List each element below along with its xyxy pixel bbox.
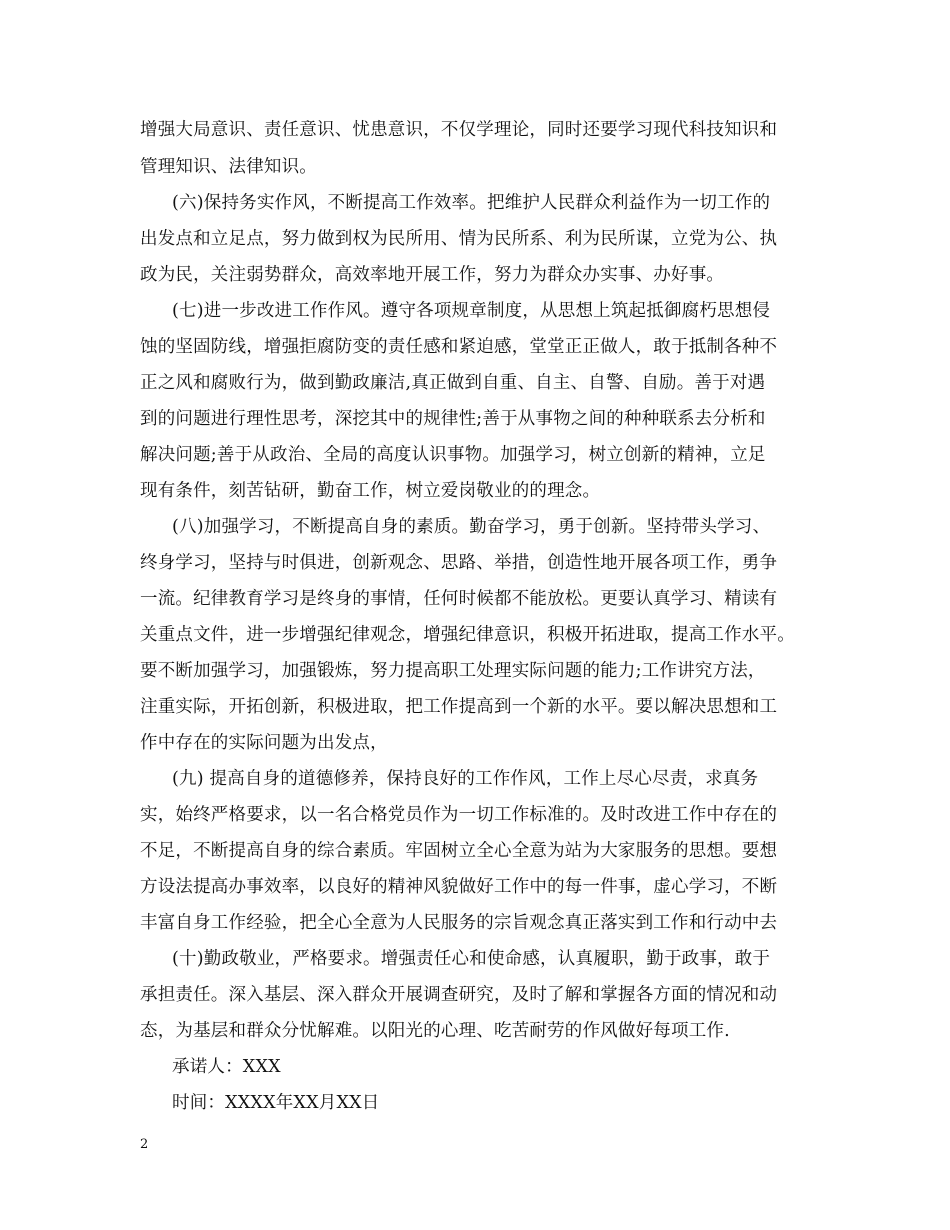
body-text-line: 要不断加强学习，加强锻炼，努力提高职工处理实际问题的能力;工作讲究方法， xyxy=(140,661,766,681)
promisor-line: 承诺人：XXX xyxy=(172,1057,281,1077)
body-text-line: 一流。纪律教育学习是终身的事情，任何时候都不能放松。更要认真学习、精读有 xyxy=(140,589,778,609)
body-text-line: 关重点文件，进一步增强纪律观念，增强纪律意识，积极开拓进取，提高工作水平。 xyxy=(140,625,795,645)
body-text-line: 出发点和立足点，努力做到权为民所用、情为民所系、利为民所谋，立党为公、执 xyxy=(140,229,778,249)
page-number: 2 xyxy=(140,1137,149,1152)
body-text-line: 现有条件，刻苦钻研，勤奋工作，树立爱岗敬业的的理念。 xyxy=(140,481,601,501)
body-text-line: 承担责任。深入基层、深入群众开展调查研究，及时了解和掌握各方面的情况和动 xyxy=(140,985,778,1005)
section-six-heading-line: (六)保持务实作风，不断提高工作效率。把维护人民群众利益作为一切工作的 xyxy=(172,193,771,213)
body-text-line: 不足，不断提高自身的综合素质。牢固树立全心全意为站为大家服务的思想。要想 xyxy=(140,841,778,861)
body-text-line: 终身学习，坚持与时俱进，创新观念、思路、举措，创造性地开展各项工作，勇争 xyxy=(140,553,778,573)
body-text-line: 解决问题;善于从政治、全局的高度认识事物。加强学习，树立创新的精神，立足 xyxy=(140,445,766,465)
date-line: 时间：XXXX年XX月XX日 xyxy=(172,1093,380,1113)
body-text-line: 蚀的坚固防线，增强拒腐防变的责任感和紧迫感，堂堂正正做人，敢于抵制各种不 xyxy=(140,337,778,357)
section-ten-heading-line: (十)勤政敬业，严格要求。增强责任心和使命感，认真履职，勤于政事，敢于 xyxy=(172,949,771,969)
body-text-line: 到的问题进行理性思考，深挖其中的规律性;善于从事物之间的种种联系去分析和 xyxy=(140,409,766,429)
body-text-line: 态，为基层和群众分忧解难。以阳光的心理、吃苦耐劳的作风做好每项工作. xyxy=(140,1021,730,1041)
body-text-line: 增强大局意识、责任意识、忧患意识，不仅学理论，同时还要学习现代科技知识和 xyxy=(140,120,778,140)
section-eight-heading-line: (八)加强学习，不断提高自身的素质。勤奋学习，勇于创新。坚持带头学习、 xyxy=(172,517,771,537)
body-text-line: 注重实际，开拓创新，积极进取，把工作提高到一个新的水平。要以解决思想和工 xyxy=(140,697,778,717)
body-text-line: 政为民，关注弱势群众，高效率地开展工作，努力为群众办实事、办好事。 xyxy=(140,265,725,285)
body-text-line: 管理知识、法律知识。 xyxy=(140,157,317,177)
body-text-line: 丰富自身工作经验，把全心全意为人民服务的宗旨观念真正落实到工作和行动中去 xyxy=(140,913,778,933)
body-text-line: 正之风和腐败行为，做到勤政廉洁,真正做到自重、自主、自警、自励。善于对遇 xyxy=(140,373,766,393)
body-text-line: 方设法提高办事效率，以良好的精神风貌做好工作中的每一件事，虚心学习，不断 xyxy=(140,877,778,897)
section-seven-heading-line: (七)进一步改进工作作风。遵守各项规章制度，从思想上筑起抵御腐朽思想侵 xyxy=(172,301,771,321)
body-text-line: 实，始终严格要求，以一名合格党员作为一切工作标准的。及时改进工作中存在的 xyxy=(140,805,778,825)
body-text-line: 作中存在的实际问题为出发点， xyxy=(140,733,388,753)
section-nine-heading-line: (九) 提高自身的道德修养，保持良好的工作作风，工作上尽心尽责，求真务 xyxy=(172,769,759,789)
